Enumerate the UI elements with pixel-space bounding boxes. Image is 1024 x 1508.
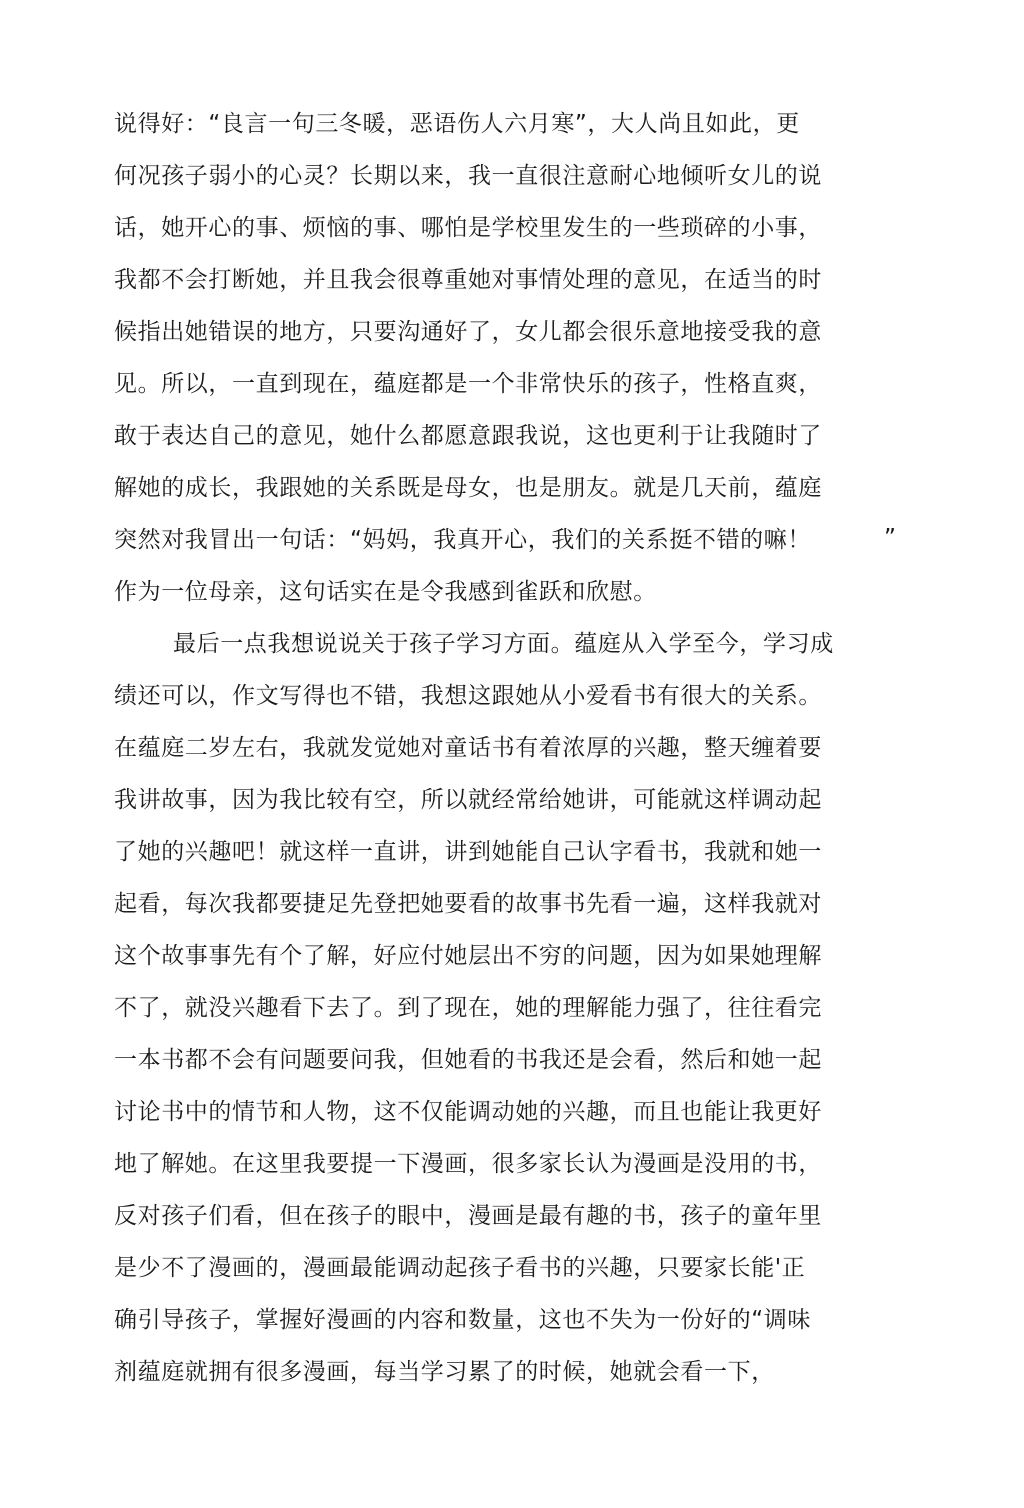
text-line: 敢于表达自己的意见，她什么都愿意跟我说，这也更利于让我随时了: [114, 423, 822, 449]
text-line: 剂蕴庭就拥有很多漫画，每当学习累了的时候，她就会看一下，: [114, 1359, 775, 1385]
text-line: 作为一位母亲，这句话实在是令我感到雀跃和欣慰。: [114, 579, 657, 605]
closing-quote-mark: ”: [884, 525, 896, 551]
text-line: 话，她开心的事、烦恼的事、哪怕是学校里发生的一些琐碎的小事，: [114, 215, 822, 241]
text-line: 讨论书中的情节和人物，这不仅能调动她的兴趣，而且也能让我更好: [114, 1099, 822, 1125]
text-line: 我讲故事，因为我比较有空，所以就经常给她讲，可能就这样调动起: [114, 787, 822, 813]
text-line: 了她的兴趣吧！就这样一直讲，讲到她能自己认字看书，我就和她一: [114, 839, 822, 865]
text-line: 绩还可以，作文写得也不错，我想这跟她从小爱看书有很大的关系。: [114, 683, 822, 709]
text-line: 突然对我冒出一句话：“妈妈，我真开心，我们的关系挺不错的嘛！: [114, 527, 811, 553]
text-line: 地了解她。在这里我要提一下漫画，很多家长认为漫画是没用的书，: [114, 1151, 822, 1177]
text-line: 确引导孩子，掌握好漫画的内容和数量，这也不失为一份好的“调味: [114, 1307, 811, 1333]
text-line: 我都不会打断她，并且我会很尊重她对事情处理的意见，在适当的时: [114, 267, 822, 293]
text-line: 说得好：“良言一句三冬暖，恶语伤人六月寒”，大人尚且如此，更: [114, 111, 800, 137]
text-line: 解她的成长，我跟她的关系既是母女，也是朋友。就是几天前，蕴庭: [114, 475, 822, 501]
text-line: 何况孩子弱小的心灵？长期以来，我一直很注意耐心地倾听女儿的说: [114, 163, 822, 189]
text-line: 是少不了漫画的，漫画最能调动起孩子看书的兴趣，只要家长能'正: [114, 1255, 806, 1281]
text-line: 见。所以，一直到现在，蕴庭都是一个非常快乐的孩子，性格直爽，: [114, 371, 822, 397]
text-line: 候指出她错误的地方，只要沟通好了，女儿都会很乐意地接受我的意: [114, 319, 822, 345]
paragraph-first-line: 最后一点我想说说关于孩子学习方面。蕴庭从入学至今，学习成: [173, 631, 834, 657]
text-line: 反对孩子们看，但在孩子的眼中，漫画是最有趣的书，孩子的童年里: [114, 1203, 822, 1229]
text-line: 这个故事事先有个了解，好应付她层出不穷的问题，因为如果她理解: [114, 943, 822, 969]
text-line: 在蕴庭二岁左右，我就发觉她对童话书有着浓厚的兴趣，整天缠着要: [114, 735, 822, 761]
text-line: 不了，就没兴趣看下去了。到了现在，她的理解能力强了，往往看完: [114, 995, 822, 1021]
text-line: 一本书都不会有问题要问我，但她看的书我还是会看，然后和她一起: [114, 1047, 822, 1073]
text-line: 起看，每次我都要捷足先登把她要看的故事书先看一遍，这样我就对: [114, 891, 822, 917]
